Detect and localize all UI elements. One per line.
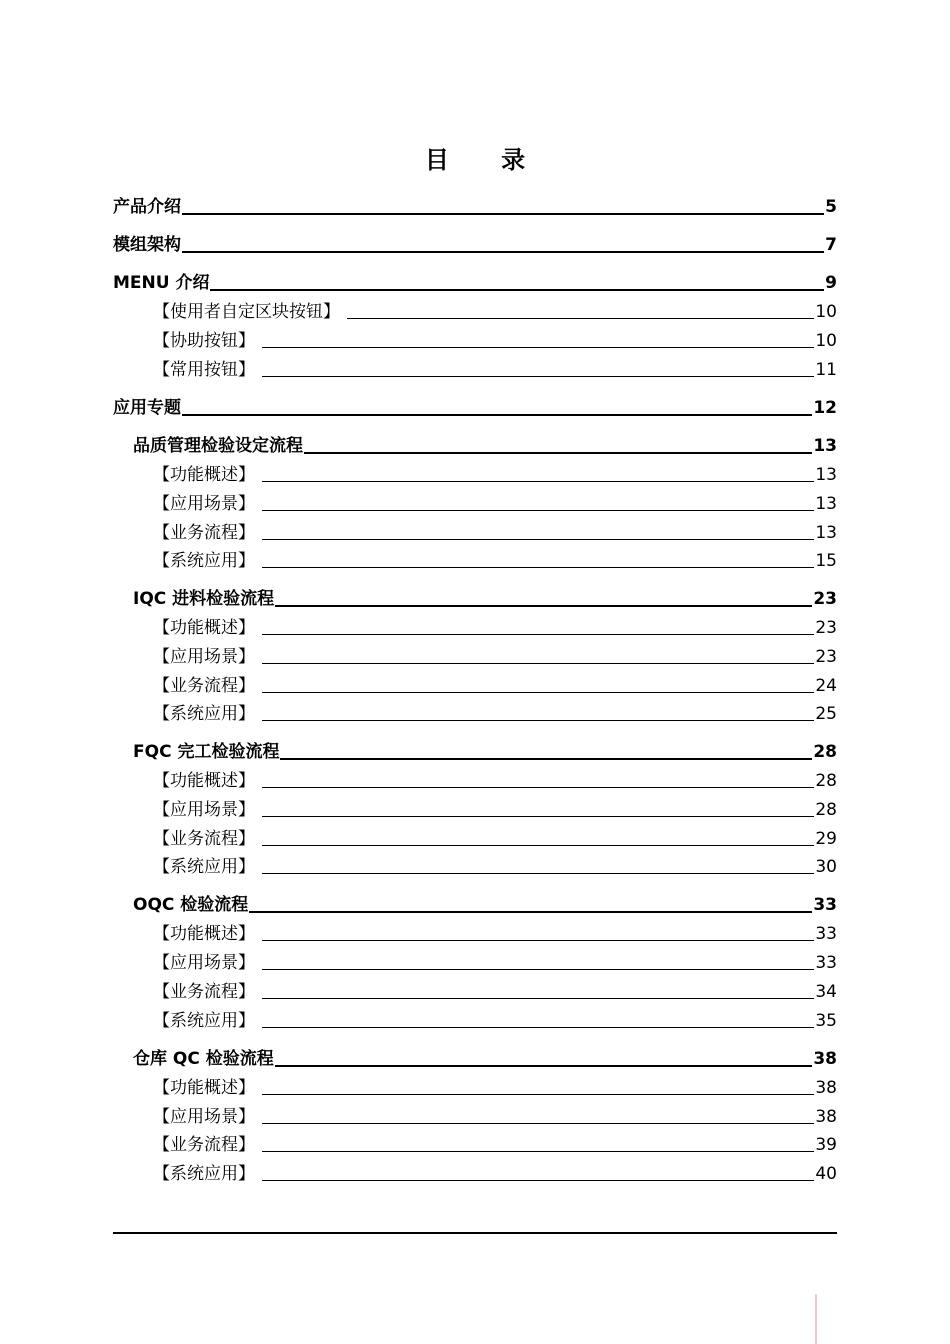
toc-entry[interactable] [153, 1076, 837, 1098]
toc-entry[interactable] [153, 329, 837, 351]
toc-entry-page-number: 30 [815, 857, 837, 877]
toc-leader-line [262, 845, 814, 846]
toc-entry-page-number: 10 [815, 302, 837, 322]
toc-leader-line [262, 634, 814, 635]
toc-entry[interactable] [153, 1133, 837, 1155]
toc-entry[interactable] [133, 587, 837, 609]
toc-entry-label: 品质管理检验设定流程 [133, 436, 303, 456]
toc-entry-page-number: 9 [825, 273, 837, 293]
toc-entry[interactable] [153, 980, 837, 1002]
toc-leader-line [275, 1065, 813, 1067]
toc-entry-page-number: 25 [815, 704, 837, 724]
toc-leader-line [262, 347, 814, 348]
toc-entry[interactable] [153, 702, 837, 724]
toc-entry-label: 【应用场景】 [153, 1107, 255, 1127]
toc-entry-label: 【功能概述】 [153, 771, 255, 791]
toc-entry-page-number: 29 [815, 829, 837, 849]
toc-entry-label: 【功能概述】 [153, 924, 255, 944]
toc-entry-label: 【使用者自定区块按钮】 [153, 302, 340, 322]
toc-leader-line [262, 787, 814, 788]
toc-entry-label: 【业务流程】 [153, 1135, 255, 1155]
toc-entry-page-number: 38 [813, 1049, 837, 1069]
toc-leader-line [262, 539, 814, 540]
toc-leader-line [182, 213, 824, 215]
toc-entry-page-number: 35 [815, 1011, 837, 1031]
toc-entry[interactable] [153, 521, 837, 543]
toc-entry-label: 【系统应用】 [153, 551, 255, 571]
toc-entry[interactable] [153, 492, 837, 514]
toc-leader-line [262, 376, 814, 377]
toc-entry[interactable] [113, 271, 837, 293]
toc-entry-label: MENU 介绍 [113, 273, 210, 293]
toc-leader-line [280, 758, 812, 760]
toc-leader-line [262, 510, 814, 511]
toc-entry[interactable] [153, 769, 837, 791]
toc-entry[interactable] [153, 855, 837, 877]
toc-entry-page-number: 40 [815, 1164, 837, 1184]
toc-entry-label: 【协助按钮】 [153, 331, 255, 351]
toc-entry-page-number: 33 [813, 895, 837, 915]
toc-entry-page-number: 39 [815, 1135, 837, 1155]
toc-entry-page-number: 24 [815, 676, 837, 696]
toc-entry[interactable] [153, 1162, 837, 1184]
toc-entry[interactable] [153, 358, 837, 380]
toc-entry-label: 【业务流程】 [153, 982, 255, 1002]
toc-entry[interactable] [153, 300, 837, 322]
toc-entry-page-number: 11 [815, 360, 837, 380]
toc-leader-line [210, 289, 824, 291]
toc-entry-page-number: 13 [815, 494, 837, 514]
toc-entry-label: 【系统应用】 [153, 1164, 255, 1184]
toc-entry[interactable] [133, 893, 837, 915]
page-edge-mark [815, 1294, 817, 1344]
toc-entry-page-number: 23 [815, 618, 837, 638]
toc-entry[interactable] [113, 396, 837, 418]
toc-entry-label: 模组架构 [113, 235, 181, 255]
toc-entry-page-number: 23 [813, 589, 837, 609]
toc-leader-line [262, 692, 814, 693]
toc-entry-page-number: 13 [815, 465, 837, 485]
toc-entry-label: 【系统应用】 [153, 704, 255, 724]
toc-leader-line [262, 1094, 814, 1095]
page-title: 目 录 [424, 146, 548, 174]
toc-entry-label: 【应用场景】 [153, 800, 255, 820]
toc-entry-label: 【常用按钮】 [153, 360, 255, 380]
toc-entry[interactable] [153, 798, 837, 820]
toc-leader-line [304, 452, 812, 454]
toc-entry-label: 【应用场景】 [153, 953, 255, 973]
toc-entry-label: 【功能概述】 [153, 618, 255, 638]
toc-entry-label: 【应用场景】 [153, 494, 255, 514]
toc-entry[interactable] [133, 740, 837, 762]
toc-entry-page-number: 13 [815, 523, 837, 543]
toc-entry[interactable] [153, 645, 837, 667]
toc-entry-label: FQC 完工检验流程 [133, 742, 280, 762]
toc-entry-label: 【系统应用】 [153, 1011, 255, 1031]
toc-entry-label: 【功能概述】 [153, 465, 255, 485]
toc-entry-label: 【应用场景】 [153, 647, 255, 667]
toc-entry[interactable] [153, 922, 837, 944]
toc-entry[interactable] [153, 674, 837, 696]
toc-leader-line [262, 1123, 814, 1124]
toc-entry-label: 【业务流程】 [153, 523, 255, 543]
toc-leader-line [262, 663, 814, 664]
toc-entry-label: 仓库 QC 检验流程 [133, 1049, 274, 1069]
toc-leader-line [262, 720, 814, 721]
toc-leader-line [262, 940, 814, 941]
toc-leader-line [262, 1151, 814, 1152]
toc-leader-line [347, 318, 814, 319]
toc-entry-page-number: 28 [815, 800, 837, 820]
toc-leader-line [262, 1180, 814, 1181]
toc-entry-page-number: 7 [825, 235, 837, 255]
toc-entry-label: OQC 检验流程 [133, 895, 249, 915]
toc-entry-label: 【功能概述】 [153, 1078, 255, 1098]
toc-leader-line [249, 911, 812, 913]
toc-entry-page-number: 28 [815, 771, 837, 791]
toc-entry-page-number: 38 [815, 1107, 837, 1127]
toc-entry[interactable] [133, 1047, 837, 1069]
footer-divider [113, 1232, 837, 1234]
toc-entry-page-number: 12 [813, 398, 837, 418]
toc-leader-line [182, 251, 824, 253]
toc-entry[interactable] [133, 434, 837, 456]
toc-entry[interactable] [153, 1009, 837, 1031]
toc-entry-label: 【业务流程】 [153, 829, 255, 849]
toc-entry[interactable] [153, 827, 837, 849]
toc-leader-line [275, 605, 812, 607]
toc-entry-page-number: 15 [815, 551, 837, 571]
toc-leader-line [262, 969, 814, 970]
toc-leader-line [262, 998, 814, 999]
toc-entry[interactable] [113, 233, 837, 255]
toc-entry[interactable] [153, 463, 837, 485]
toc-entry-page-number: 38 [815, 1078, 837, 1098]
toc-entry-label: 【业务流程】 [153, 676, 255, 696]
toc-leader-line [262, 873, 814, 874]
toc-entry-label: IQC 进料检验流程 [133, 589, 275, 609]
toc-entry[interactable] [153, 1105, 837, 1127]
toc-entry[interactable] [153, 549, 837, 571]
toc-leader-line [262, 816, 814, 817]
toc-entry-page-number: 33 [815, 953, 837, 973]
toc-entry-page-number: 34 [815, 982, 837, 1002]
toc-entry-page-number: 33 [815, 924, 837, 944]
toc-entry-label: 应用专题 [113, 398, 181, 418]
toc-entry-page-number: 13 [813, 436, 837, 456]
toc-entry-page-number: 23 [815, 647, 837, 667]
toc-entry[interactable] [153, 951, 837, 973]
toc-leader-line [262, 567, 814, 568]
toc-entry-label: 【系统应用】 [153, 857, 255, 877]
toc-entry[interactable] [153, 616, 837, 638]
toc-leader-line [262, 481, 814, 482]
toc-entry-page-number: 10 [815, 331, 837, 351]
toc-entry-page-number: 5 [825, 197, 837, 217]
toc-entry-page-number: 28 [813, 742, 837, 762]
toc-leader-line [262, 1027, 814, 1028]
toc-leader-line [182, 414, 812, 416]
toc-entry[interactable] [113, 195, 837, 217]
toc-entry-label: 产品介绍 [113, 197, 181, 217]
